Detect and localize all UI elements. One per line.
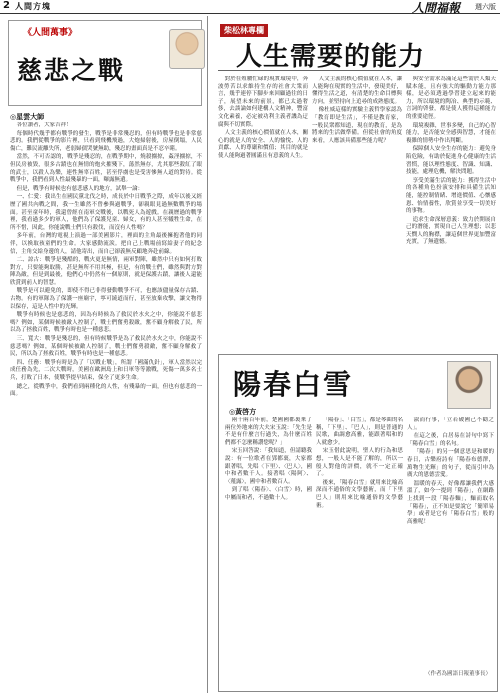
paragraph: 溫暖的春天，好像都讓我們大感溫了，如今一提到「陽春」，在網路上找到一段「陽春麵」，麵而取名「陽春」，正不知是要說它「簡單易學」或者是它有「陽春白雪」般的高雅呢！ <box>407 480 494 525</box>
masthead-logo: 人間福報 <box>411 1 460 15</box>
paragraph: 對於在殖屬忙碌的現實環境中，奔波勞苦以求維持生存的社會大衆而言，幾乎連停下腳步來回顧過往的日子，展望未來的前景，都已太過奢侈，去談論如何建構人文精神，豐富文化素養，必定被功利主義者譏為迂腐與不切實際。 <box>218 76 308 128</box>
paragraph: 到了唱〈陽春〉、〈白雪〉時，國中屬而和者，不過數十人。 <box>225 487 312 501</box>
paragraph: 但是，戰爭有時候也有慈悲感人的地方，試舉一論： <box>16 185 144 192</box>
paragraph: 人文主義的核心價值就在人本，讓人能夠在現實的生活中，發現美好，懂得生活之道，有清楚的生命目標與方向，並堅持向上追尋的成熟態度。 <box>312 76 402 105</box>
bottom-author: ◎黃啓方 <box>229 408 257 416</box>
paragraph: 戰爭是可以避免的，即使不得已非得發動戰爭不可，也應該儘量保存古蹟、古物。有的軍隊為了保護一座廟宇，寧可繞道而行，甚至放棄攻擊，讓文物得以保存，這是人性中的光輝。 <box>10 288 202 310</box>
paragraph: 宋玉回答說：「我知道，但請聽我說：有一位歌者在郢都裏，大家都跟著唱，先唱〈下里〉、〈巴人〉，國中和者數千人。接著唱〈陽阿〉、〈薤露〉，國中和者數百人。 <box>225 448 312 485</box>
text-column <box>406 76 496 348</box>
paragraph: 環境複雜，世事多變，自己的心智能力，是否能安全感與智慧，才能在複雜的情勢中作出判斷。 <box>406 122 496 144</box>
paragraph: 四、任務：戰爭有時是為了「以戰止戰」，所謂「國滿仇針」，軍人當然以完成任務為先，二次大戰時，美國在歐洲島上和日軍等等激戰，死傷一萬多名士兵，打敗了日本，使戰爭提早結束，保全了更多生命。 <box>10 359 202 381</box>
divider <box>218 70 498 71</box>
text-column <box>225 417 312 679</box>
paragraph: 戰爭有時候也是慈悲的，因為有時候為了救民於水火之中，你能說不慈悲嗎？例如，某個時候被敵人控制了，戰士們奮勇殺敵，奮不顧身解救了民，所以為了拯救百姓，戰爭有時也是一種慈悲。 <box>10 312 202 334</box>
text-column <box>316 417 403 679</box>
paragraph: 總之，從戰爭中，我們看到兩種化的人性，有殘暴的一面，但也有慈悲的一面。 <box>10 383 202 398</box>
left-body <box>10 122 202 688</box>
bottom-title: 陽春白雪 <box>233 368 354 401</box>
paragraph: 宋玉借此說明，聖人的行為和思想，一般人是不能了解的，所以一般人對他的評價，就不一定正確了。 <box>316 448 403 478</box>
paragraph: 在這之後，白居易在詩句中寫下「陽春白雪」的名句。 <box>407 433 494 447</box>
text-column <box>312 76 402 348</box>
column-kicker: 柴松林專欄 <box>220 24 268 37</box>
left-kicker: 《人間萬事》 <box>23 28 78 38</box>
paragraph: 一、仁愛：我出生在國民黨北伐之時，成長於中日戰爭之際，成年以後又經歷了國共內戰之間，我一生雖然不曾參與過戰爭，卻親眼見過無數戰爭的場面。甚至童年時，我還曾經在南軍交戰後，以戰死人為遊戲。在親歷過的戰爭裡，我看過多少的軍人，他們為了保護兒童、婦女，有的人甚至犧牲生命，在所不惜，因此，你能說戰士們只有殺伐，而沒有人性嗎？ <box>10 194 202 231</box>
paragraph: 像杜威這樣的實驗主義哲學家認為「教育即是生活」，不僅是教育家，一般民衆都知道，現在的教育，是為將來的生活做準備。但從社會的角度來看，人應該具備那些能力呢？ <box>312 107 402 144</box>
page-number: 2 <box>3 0 10 11</box>
paragraph: 三、寬大：戰爭是殘忍的，但有時候戰爭是為了救民於水火之中，你能說不慈悲嗎？例如，某個時候被敵人控制了，戰士們奮勇殺敵，奮不顧身解救了民，所以為了拯救百姓，戰爭有時也是一種慈悲。 <box>10 336 202 358</box>
paragraph: 多年前，台灣的電視上演過一部美國影片，裡面的主角最後擁抱著他的同伴，以換取孩童們的生命。大家感動流淚。把自己上戰場前寫給妻子的紀念信，主角交給身邊的人，請他寄出，而自己卻義無反顧地奔赴前線。 <box>10 233 202 255</box>
right-title: 人生需要的能力 <box>236 42 426 72</box>
paragraph: 當然，不可否認的，戰爭是殘忍的，在戰爭期中，燒殺擄掠，姦淫擄掠，不但民房被毀，很多古蹟也在無情的炮火摧殘下，蕩然無存，尤其那些殺紅了眼的武士，以殺人為樂，連性無辜百姓，甚至俘虜也是受害慘無人道的對待。從戰爭中，我們看到人性最殘暴的一面，曝露無遺。 <box>10 154 202 184</box>
left-title-box <box>8 20 202 106</box>
paragraph: 「陽春」、「白雪」，都是琴曲的名稱，「下里」、「巴人」，則是普通的民歌，曲調愈高雅，能跟著唱和的人就愈少。 <box>316 417 403 446</box>
paragraph: 「陽春」的另一個意思是和暖的春日，古樂府詩有「陽春布德澤，萬物生光輝」的句子，從而引申為廣大的恩德雲愛。 <box>407 449 494 479</box>
paragraph: 兩千兩百年前，楚國國都裏來了兩位外地來的大夫宋玉說：「先生是不是有什麼言行過失，為什麼百姓們都不怎麼稱讚您呢？」 <box>225 417 312 446</box>
paragraph: 與安全需求為滿足這些需於人類天賦本能，且有強大的驅動力能力那樣，是必須透過學習建立起來的能力，所以環境的陶冶、典型的示範、言詞的啓發，都是使人獲得這種能力的重要途徑。 <box>406 76 496 120</box>
left-author: ◎星雲大師 <box>10 113 45 121</box>
author-portrait-image <box>169 29 205 69</box>
paragraph: 各位讀者，大家吉祥！ <box>16 122 72 128</box>
author-photo-image <box>447 361 491 409</box>
edition-label: 週六版 <box>475 3 496 11</box>
left-title: 慈悲之戰 <box>17 56 126 85</box>
page-header <box>0 0 500 14</box>
paragraph: 享受美滿生活的能力：獲得生活中的各種角色扮演安排和具備生活知能，能控制情緒、增進價值、心懷感恩、怡情養性，欣賞並享受一切美好的事物。 <box>406 177 496 215</box>
bottom-article <box>218 354 498 692</box>
author-credit: （作者為國語日報董事長） <box>424 671 491 677</box>
paragraph: 人文主義的核心價值就在人本，關心的就是人的安全、人的愉悅、人的貢獻、人的尊嚴和價值；其目的就是使人能夠過著圓滿且有意義的人生。 <box>218 130 308 159</box>
section-name: 人間方塊 <box>15 2 51 11</box>
paragraph: 保障個人安全生存的能力：避免身陷危險，有助於促進身心健康的生活習慣，能以理性態度、智識、知識、技能，處理危機，解決問題。 <box>406 146 496 176</box>
paragraph: 二、諒古：戰爭是殘酷的，戰火更是無情，兩軍對陣，雖然中只有如何打敗對方，只要能夠取勝，甚是無所不用其極，但是，有的戰士們，雖然與對方對陣為敵，但是到最後，他們心中仍然有一個原則，就是保護古蹟，讓後人還能欣賞到前人的智慧。 <box>10 257 202 286</box>
paragraph: 每個時代幾乎都有戰爭的發生，戰爭是非常殘忍的，但有時戰爭也是非常慈悲的。我們從戰爭的影片裡，只看到飛機飛過，大炮掃射後，房屋倒塌，人民傷亡，難民流離失所，老弱婦孺哭號無助，殘忍的畫面真是不忍卒睹。 <box>10 130 202 152</box>
paragraph: 後來，「陽春白雪」就用來比喻高深而不通俗的文學藝術，而「下里巴人」則用來比喻通俗的文學藝術。 <box>316 479 403 509</box>
paragraph: 追求生命深層意義：致力於開展自己的潛能，實現自己人生理想；以悲天憫人的胸襟，讓這個世界更加豐富充實，了無遺憾。 <box>406 216 496 246</box>
text-column <box>407 417 494 679</box>
left-article <box>0 16 208 693</box>
paragraph: 淑而行事，「立若破國己不勸之人」。 <box>407 417 494 431</box>
text-column <box>218 76 308 348</box>
